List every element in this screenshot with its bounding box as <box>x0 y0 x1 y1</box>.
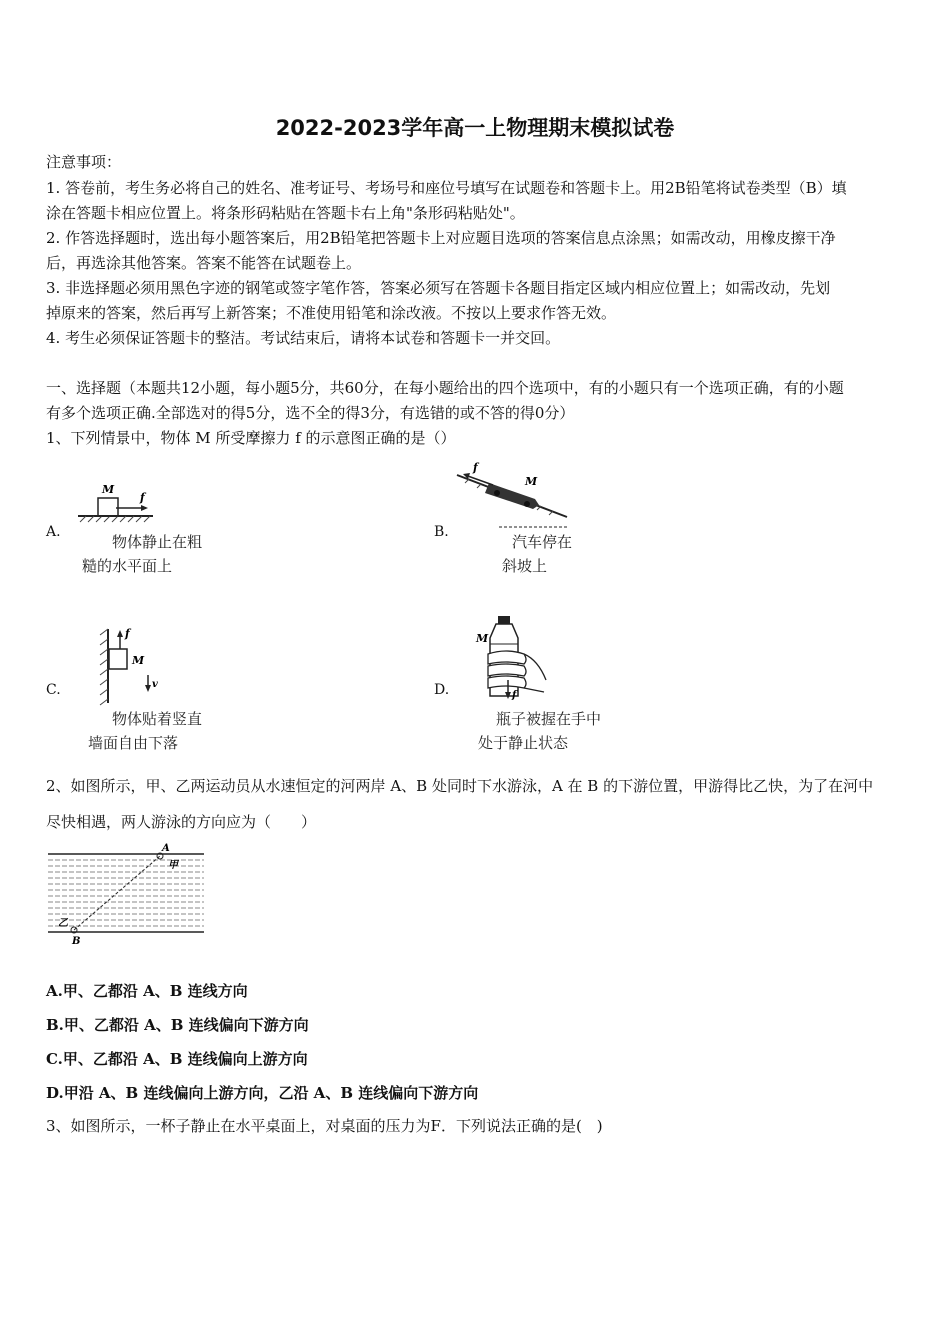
figure-c-block-on-wall <box>96 627 166 705</box>
caption-d-1: 瓶子被握在手中 <box>496 710 602 728</box>
caption-b-2: 斜坡上 <box>502 557 548 575</box>
notice-heading: 注意事项： <box>46 153 122 171</box>
notice-line: 后，再选涂其他答案。答案不能答在试题卷上。 <box>46 254 362 272</box>
figure-river-crossing <box>46 842 206 946</box>
label-f: f <box>473 461 478 474</box>
label-a: A <box>162 843 170 854</box>
q2-option-a: A.甲、乙都沿 A、B 连线方向 <box>46 982 248 1000</box>
label-m: M <box>525 475 538 488</box>
notice-line: 4. 考生必须保证答题卡的整洁。考试结束后，请将本试卷和答题卡一并交回。 <box>46 329 561 347</box>
option-c-letter: C. <box>46 682 61 698</box>
label-f: f <box>125 627 130 640</box>
q2-option-c: C.甲、乙都沿 A、B 连线偏向上游方向 <box>46 1050 308 1068</box>
question-1-stem: 1、下列情景中，物体 M 所受摩擦力 f 的示意图正确的是（） <box>46 429 456 447</box>
caption-c-2: 墙面自由下落 <box>88 734 179 752</box>
q2-option-b: B.甲、乙都沿 A、B 连线偏向下游方向 <box>46 1016 309 1034</box>
label-v: v <box>152 679 158 690</box>
page-title: 2022-2023学年高一上物理期末模拟试卷 <box>275 116 675 140</box>
label-yi: 乙 <box>58 918 68 929</box>
question-2-stem-cont: 尽快相遇，两人游泳的方向应为（ ） <box>46 813 317 831</box>
section-heading: 一、选择题（本题共12小题，每小题5分，共60分，在每小题给出的四个选项中，有的小题只有一个选项正确，有的小题 <box>46 379 844 397</box>
notice-line: 3. 非选择题必须用黑色字迹的钢笔或签字笔作答，答案必须写在答题卡各题目指定区域内相应位置上；如需改动，先划 <box>46 279 831 297</box>
notice-line: 掉原来的答案，然后再写上新答案；不准使用铅笔和涂改液。不按以上要求作答无效。 <box>46 304 617 322</box>
figure-a-block-on-surface <box>78 476 168 526</box>
label-f: f <box>512 690 517 701</box>
caption-b-1: 汽车停在 <box>512 533 573 551</box>
caption-c-1: 物体贴着竖直 <box>112 710 203 728</box>
option-d-letter: D. <box>434 682 450 698</box>
option-a-letter: A. <box>46 524 61 540</box>
q2-option-d: D.甲沿 A、B 连线偏向上游方向，乙沿 A、B 连线偏向下游方向 <box>46 1084 479 1102</box>
label-jia: 甲 <box>168 860 178 871</box>
label-m: M <box>132 654 145 667</box>
label-m: M <box>476 632 489 645</box>
figure-d-bottle-in-hand <box>472 614 552 704</box>
question-2-stem: 2、如图所示，甲、乙两运动员从水速恒定的河两岸 A、B 处同时下水游泳，A 在 B 的下游位置，甲游得比乙快，为了在河中 <box>46 777 874 795</box>
question-3-stem: 3、如图所示，一杯子静止在水平桌面上，对桌面的压力为F．下列说法正确的是( ) <box>46 1117 603 1135</box>
label-b: B <box>72 936 81 947</box>
label-m: M <box>102 483 115 496</box>
notice-line: 2. 作答选择题时，选出每小题答案后，用2B铅笔把答题卡上对应题目选项的答案信息点涂黑；如需改动，用橡皮擦干净 <box>46 229 836 247</box>
label-f: f <box>140 491 145 504</box>
section-heading-cont: 有多个选项正确.全部选对的得5分，选不全的得3分，有选错的或不答的得0分） <box>46 404 575 422</box>
figure-b-car-on-slope <box>455 463 575 533</box>
caption-a-2: 糙的水平面上 <box>82 557 173 575</box>
caption-d-2: 处于静止状态 <box>478 734 569 752</box>
notice-line: 1. 答卷前，考生务必将自己的姓名、准考证号、考场号和座位号填写在试题卷和答题卡上。用2B铅笔将试卷类型（B）填 <box>46 179 847 197</box>
option-b-letter: B. <box>434 524 449 540</box>
notice-line: 涂在答题卡相应位置上。将条形码粘贴在答题卡右上角"条形码粘贴处"。 <box>46 204 525 222</box>
caption-a-1: 物体静止在粗 <box>112 533 203 551</box>
